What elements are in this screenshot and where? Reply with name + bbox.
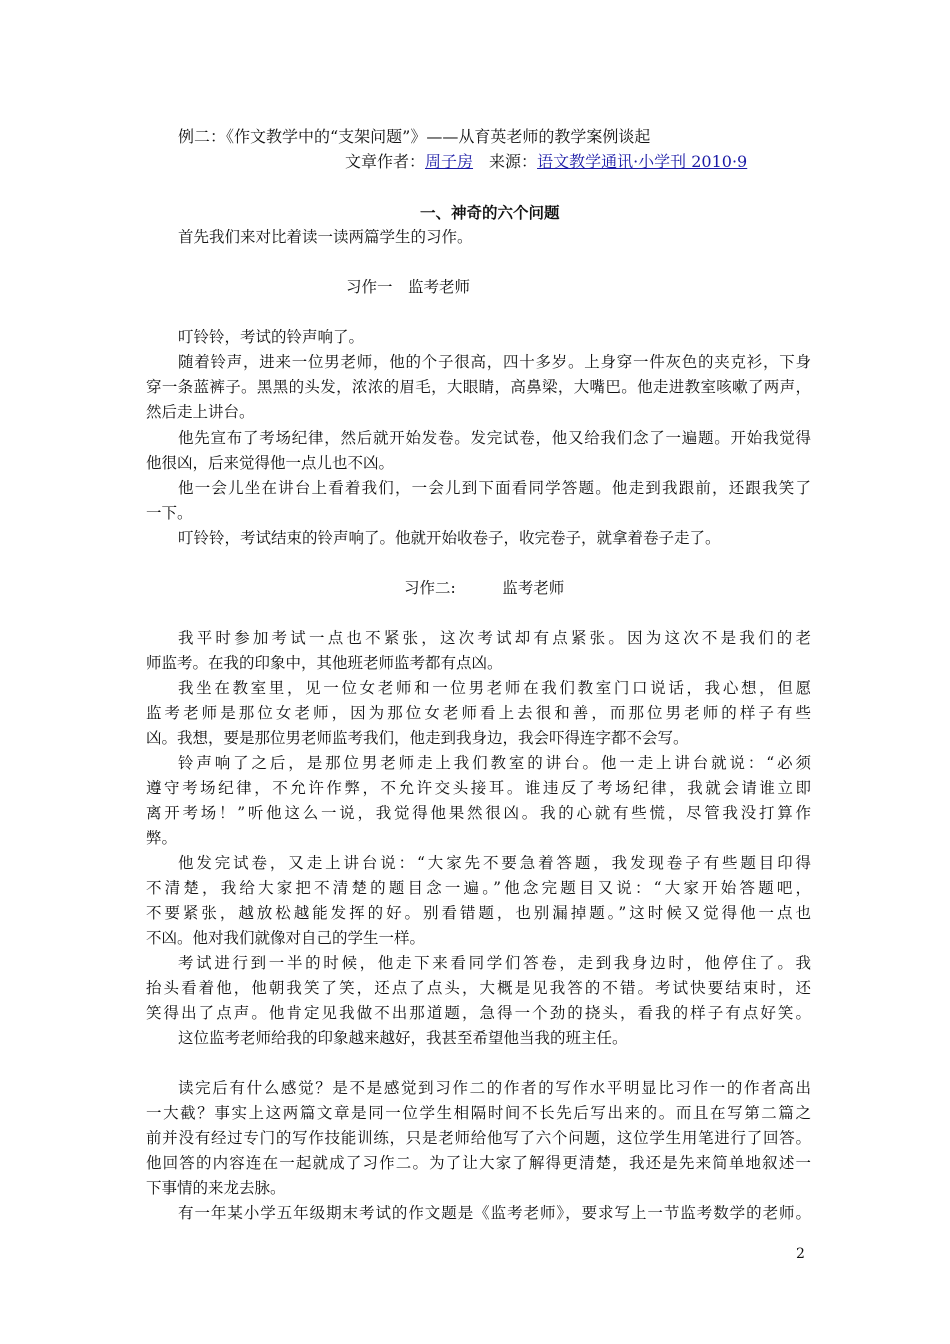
essay2-title: 习作二: 监考老师 (404, 579, 565, 597)
article-title: 例二：《作文教学中的“支架问题”》——从育英老师的教学案例谈起 (178, 127, 651, 146)
essay2-line: 这位监考老师给我的印象越来越好，我甚至希望他当我的班主任。 (178, 1029, 628, 1047)
essay2-line: 不要紧张，越放松越能发挥的好。别看错题，也别漏掉题。”这时候又觉得他一点也 (146, 904, 811, 922)
essay1-line: 他很凶，后来觉得他一点儿也不凶。 (146, 454, 395, 472)
author-source-line (345, 150, 950, 174)
essay1-line: 叮铃铃，考试的铃声响了。 (178, 328, 365, 346)
author-link[interactable]: 周子房 (425, 152, 474, 171)
essay2-line: 我坐在教室里，见一位女老师和一位男老师在我们教室门口说话，我心想，但愿 (178, 679, 811, 697)
essay2-line: 遵守考场纪律，不允许作弊，不允许交头接耳。谁违反了考场纪律，我就会请谁立即 (146, 779, 811, 797)
essay2-line: 铃声响了之后，是那位男老师走上我们教室的讲台。他一走上讲台就说：“必须 (178, 754, 811, 772)
intro-paragraph: 首先我们来对比着读一读两篇学生的习作。 (178, 228, 473, 246)
essay1-line: 一下。 (146, 504, 193, 522)
closing-line: 他回答的内容连在一起就成了习作二。为了让大家了解得更清楚，我还是先来简单地叙述一 (146, 1154, 811, 1172)
essay1-line: 他先宣布了考场纪律，然后就开始发卷。发完试卷，他又给我们念了一遍题。开始我觉得 (178, 429, 811, 447)
essay2-line: 他发完试卷，又走上讲台说：“大家先不要急着答题，我发现卷子有些题目印得 (178, 854, 811, 872)
section-heading: 一、神奇的六个问题 (420, 203, 560, 222)
closing-line: 一大截？事实上这两篇文章是同一位学生相隔时间不长先后写出来的。而且在写第二篇之 (146, 1104, 811, 1122)
author-label: 文章作者： (345, 152, 426, 171)
closing-line: 前并没有经过专门的写作技能训练，只是老师给他写了六个问题，这位学生用笔进行了回答。 (146, 1129, 811, 1147)
essay2-line: 师监考。在我的印象中，其他班老师监考都有点凶。 (146, 654, 503, 672)
essay2-line: 不凶。他对我们就像对自己的学生一样。 (146, 929, 426, 947)
closing-line: 下事情的来龙去脉。 (146, 1179, 286, 1197)
essay2-line: 我平时参加考试一点也不紧张，这次考试却有点紧张。因为这次不是我们的老 (178, 629, 811, 647)
source-label: 来源： (489, 152, 538, 171)
essay2-line: 考试进行到一半的时候，他走下来看同学们答卷，走到我身边时，他停住了。我 (178, 954, 811, 972)
essay1-line: 随着铃声，进来一位男老师，他的个子很高，四十多岁。上身穿一件灰色的夹克衫，下身 (178, 353, 811, 371)
essay2-line: 抬头看着他，他朝我笑了笑，还点了点头，大概是见我答的不错。考试快要结束时，还 (146, 979, 811, 997)
essay2-line: 离开考场！”听他这么一说，我觉得他果然很凶。我的心就有些慌，尽管我没打算作 (146, 804, 811, 822)
essay1-line: 他一会儿坐在讲台上看着我们，一会儿到下面看同学答题。他走到我跟前，还跟我笑了 (178, 479, 811, 497)
essay1-title: 习作一 监考老师 (346, 278, 471, 296)
essay1-line: 然后走上讲台。 (146, 403, 255, 421)
closing-line: 读完后有什么感觉？是不是感觉到习作二的作者的写作水平明显比习作一的作者高出 (178, 1079, 811, 1097)
essay1-line: 叮铃铃，考试结束的铃声响了。他就开始收卷子，收完卷子，就拿着卷子走了。 (178, 529, 721, 547)
essay2-line: 笑得出了点声。他肯定见我做不出那道题，急得一个劲的挠头，看我的样子有点好笑。 (146, 1004, 811, 1022)
essay2-line: 凶。我想，要是那位男老师监考我们，他走到我身边，我会吓得连字都不会写。 (146, 729, 689, 747)
page-number: 2 (796, 1246, 805, 1262)
essay2-line: 监考老师是那位女老师，因为那位女老师看上去很和善，而那位男老师的样子有些 (146, 704, 811, 722)
source-link[interactable]: 语文教学通讯·小学刊 2010·9 (537, 152, 748, 171)
essay1-line: 穿一条蓝裤子。黑黑的头发，浓浓的眉毛，大眼睛，高鼻梁，大嘴巴。他走进教室咳嗽了两声， (146, 378, 811, 396)
essay2-line: 弊。 (146, 829, 178, 847)
closing-line: 有一年某小学五年级期末考试的作文题是《监考老师》，要求写上一节监考数学的老师。 (178, 1204, 811, 1222)
essay2-line: 不清楚，我给大家把不清楚的题目念一遍。”他念完题目又说：“大家开始答题吧， (146, 879, 811, 897)
